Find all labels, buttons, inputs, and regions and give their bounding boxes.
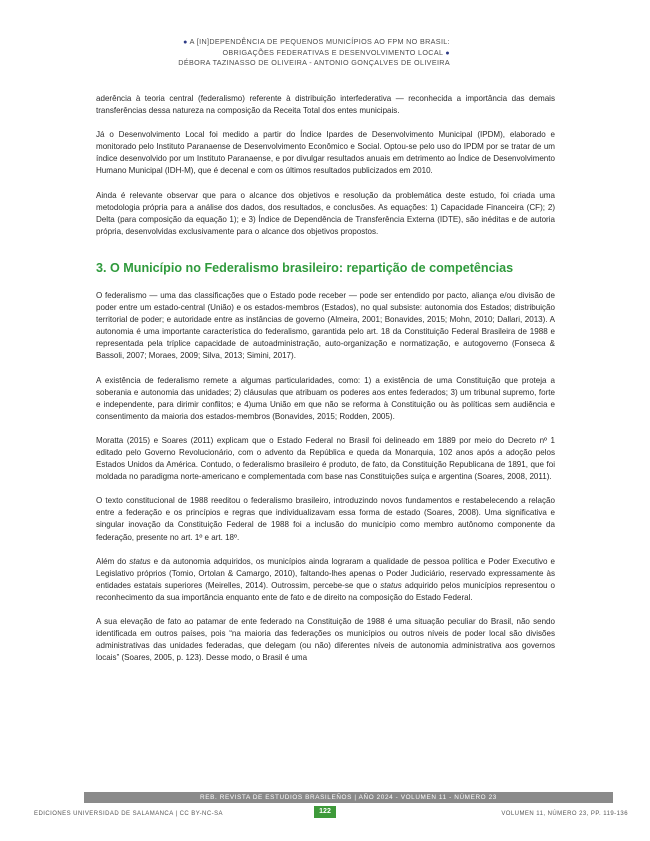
emphasis: status bbox=[380, 580, 402, 590]
article-body bbox=[96, 93, 555, 676]
header-line-2: OBRIGAÇÕES FEDERATIVAS E DESENVOLVIMENTO LOCAL ● bbox=[222, 47, 450, 57]
running-header bbox=[120, 37, 450, 68]
paragraph: Ainda é relevante observar que para o alcance dos objetivos e resolução da problemática deste estudo, foi criada uma metodologia própria para a análise dos dados, dos resultados, e conclusões. As equações: 1) Capacidade Financeira (CF); 2) Delta (para composição da equação 1); e 3) Índice de Dependência de Transferência Externa (IDTE), são inéditas e de autoria própria, desenvolvidas exclusivamente para o alcance dos objetivos propostos. bbox=[96, 190, 555, 236]
paragraph: Além do status e da autonomia adquiridos, os municípios ainda lograram a qualidade de pessoa política e Poder Executivo e Legislativo próprios (Tomio, Ortolan & Camargo, 2010), faltando-lhes apenas o Poder Judiciário, reservado expressamente às entidades estatais superiores (Meirelles, 2014). Outrossim, percebe-se que o status adquirido pelos municípios representou o reconhecimento da sua importância enquanto ente de fato e de direito na composição do Estado Federal. bbox=[96, 556, 555, 602]
paragraph: O federalismo — uma das classificações que o Estado pode receber — pode ser entendido por pacto, aliança e/ou divisão de poder entre um estado-central (União) e os estados-membros (Estados), no qual subsiste: autonomia dos Estados; distribuição territorial de poder; e autoridade entre as instâncias de governo (Almeira, 2001; Bonavides, 2015; Mohn, 2010; Dallari, 2013). A autonomia é uma importante característica do federalismo, garantida pelo art. 18 da Constituição Federal Brasileira de 1988 e representada pela tríplice capacidade de autoadministração, auto-organização e normatização, e autogoverno (Fonseca & Bassoli, 2007; Moraes, 2009; Silva, 2013; Simini, 2017). bbox=[96, 290, 555, 361]
emphasis: status bbox=[129, 556, 151, 566]
bullet-icon: ● bbox=[183, 39, 188, 46]
page-number: 122 bbox=[314, 806, 336, 818]
section-heading: 3. O Município no Federalismo brasileiro: repartição de competências bbox=[96, 260, 514, 275]
paragraph: Já o Desenvolvimento Local foi medido a partir do Índice Ipardes de Desenvolvimento Municipal (IPDM), elaborado e monitorado pelo Instituto Paranaense de Desenvolvimento Econômico e Social. Optou-se pelo uso do IPDM por se tratar de um índice desenvolvido por um Instituto Paranaense, e por divulgar resultados anuais em detrimento ao Índice de Desenvolvimento Humano Municipal (IDH-M), que é decenal e com os últimos resultados publicizados em 2010. bbox=[96, 130, 555, 176]
paragraph: A existência de federalismo remete a algumas particularidades, como: 1) a existência de uma Constituição que proteja a soberania e autonomia das unidades; 2) cláusulas que atribuam os poderes aos entes federados; 3) um tribunal supremo, forte e independente, para dirimir conflitos; e 4)uma União em que não se reforma à Constituição ou às políticas sem audiência e consentimento da maioria dos estados-membros (Bonavides, 2015; Rodden, 2005). bbox=[96, 375, 555, 421]
header-line-3: DÉBORA TAZINASSO DE OLIVEIRA - ANTONIO GONÇALVES DE OLIVEIRA bbox=[178, 58, 450, 68]
volume-pages: VOLUMEN 11, NÚMERO 23, PP. 119-136 bbox=[501, 811, 628, 817]
bullet-icon: ● bbox=[445, 49, 450, 57]
paragraph: aderência à teoria central (federalismo) referente à distribuição interfederativa — reconhecida a importância das demais transferências dessa natureza na composição da Receita Total dos entes municipais. bbox=[96, 94, 555, 116]
paragraph: O texto constitucional de 1988 reeditou o federalismo brasileiro, introduzindo novos fundamentos e restabelecendo a relação entre a federação e os princípios e regras que individualizavam essa forma de estado (Soares, 2008). Uma significativa e singular inovação da Constituição Federal de 1988 foi a inclusão do município como membro autônomo componente da federação, presente no art. 1º e art. 18º. bbox=[96, 496, 555, 542]
paragraph: Moratta (2015) e Soares (2011) explicam que o Estado Federal no Brasil foi delineado em 1889 por meio do Decreto nº 1 editado pelo Governo Revolucionário, com o advento da República e queda da Monarquia, 102 anos após a adoção pelos Estados Unidos da América. Contudo, o federalismo brasileiro é produto, de fato, da Constituição Republicana de 1891, que foi moldada no paradigma norte-americano e complementada com base nas Constituições suíça e argentina (Soares, 2008, 2011). bbox=[96, 435, 555, 482]
publisher-license: EDICIONES UNIVERSIDAD DE SALAMANCA | CC BY-NC-SA bbox=[34, 811, 223, 817]
paragraph: A sua elevação de fato ao patamar de ente federado na Constituição de 1988 é uma situação peculiar do Brasil, não sendo identificada em outros países, pois “na maioria das federações os municípios ou outros níveis de poder local são divisões administrativas das unidades federadas, que delegam (ou não) diferentes níveis de autonomia administrativa aos governos locais” (Soares, 2005, p. 123). Desse modo, o Brasil é uma bbox=[96, 617, 555, 663]
journal-footer-band: REB. REVISTA DE ESTUDIOS BRASILEÑOS | AÑO 2024 - VOLUMEN 11 - NÚMERO 23 bbox=[84, 792, 613, 803]
header-line-1: ● A [IN]DEPENDÊNCIA DE PEQUENOS MUNICÍPIOS AO FPM NO BRASIL: bbox=[183, 37, 450, 46]
